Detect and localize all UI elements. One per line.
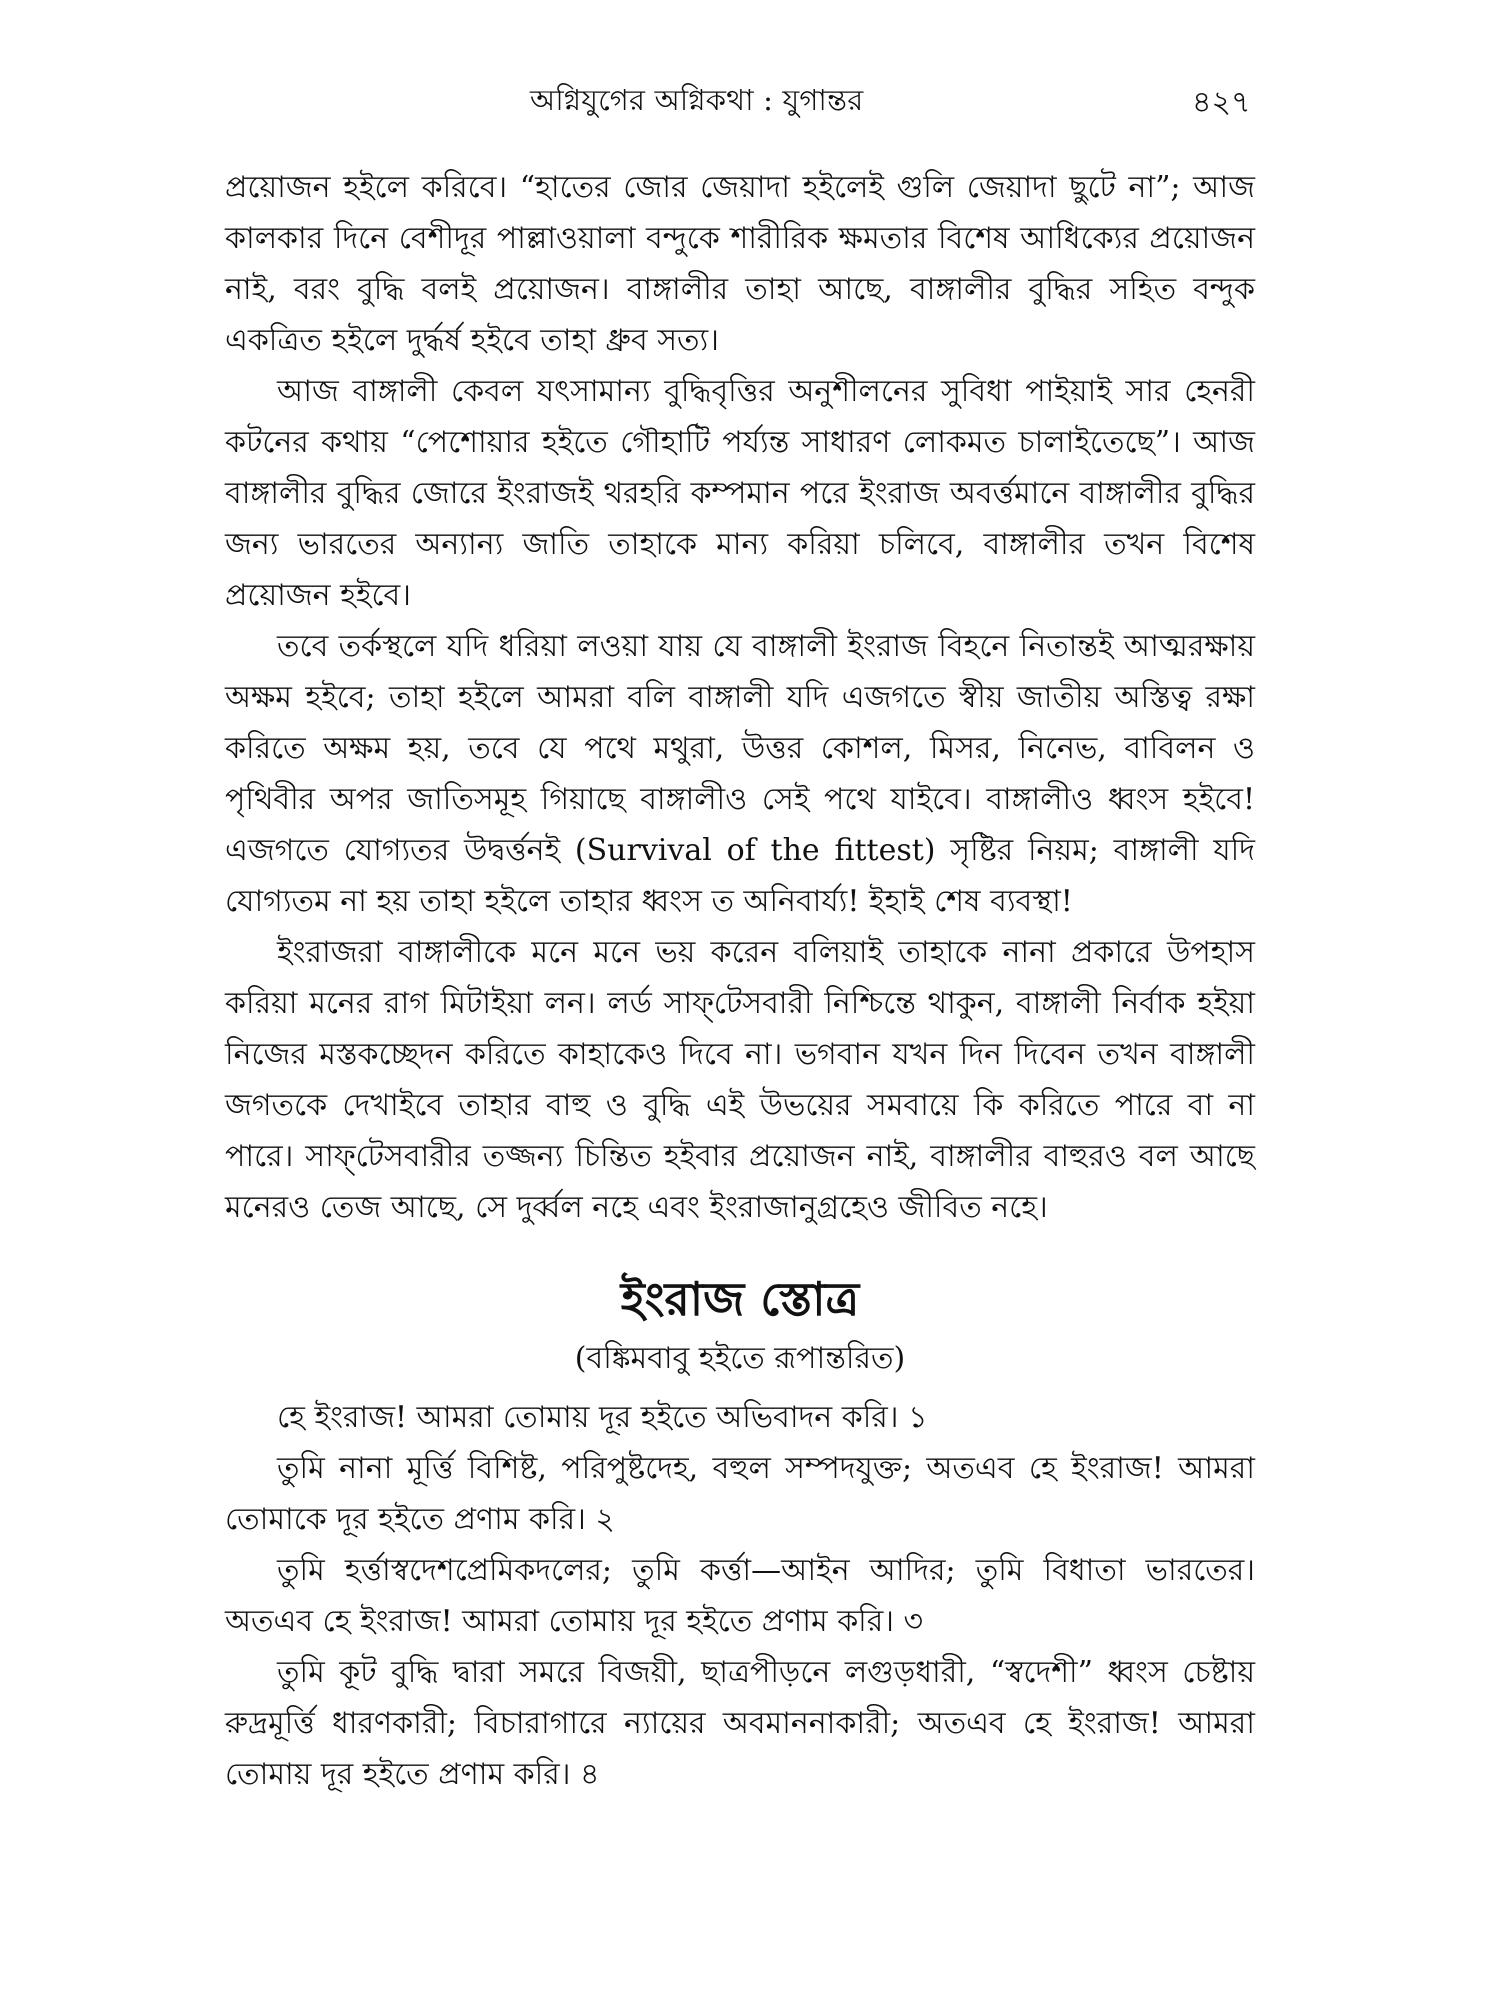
- paragraph-4: ইংরাজরা বাঙ্গালীকে মনে মনে ভয় করেন বলিয়াই তাহাকে নানা প্রকারে উপহাস করিয়া মনের রাগ মিটাইয়া লন। লর্ড সাফ্‌টেসবারী নিশ্চিন্তে থাকুন, বাঙ্গালী নির্বাক হইয়া নিজের মস্তকচ্ছেদন করিতে কাহাকেও দিবে না। ভগবান যখন দিন দিবেন তখন বাঙ্গালী জগতকে দেখাইবে তাহার বাহু ও বুদ্ধি এই উভয়ের সমবায়ে কি করিতে পারে বা না পারে। সাফ্‌টেসবারীর তজ্জন্য চিন্তিত হইবার প্রয়োজন নাই, বাঙ্গালীর বাহুরও বল আছে মনেরও তেজ আছে, সে দুর্ব্বল নহে এবং ইংরাজানুগ্রহেও জীবিত নহে।: [225, 935, 1255, 1225]
- verse-2: তুমি নানা মূর্ত্তি বিশিষ্ট, পরিপুষ্টদেহ, বহুল সম্পদযুক্ত; অতএব হে ইংরাজ! আমরা তোমাকে দূর হইতে প্রণাম করি। ২: [225, 1451, 1255, 1537]
- body-text: [225, 162, 1255, 1800]
- section-subtitle: (বঙ্কিমবাবু হইতে রূপান্তরিত): [574, 1341, 906, 1376]
- running-title: অগ্নিযুগের অগ্নিকথা : যুগান্তর: [530, 83, 864, 117]
- verse-4: তুমি কূট বুদ্ধি দ্বারা সমরে বিজয়ী, ছাত্রপীড়নে লগুড়ধারী, “স্বদেশী” ধ্বংস চেষ্টায় রুদ্রমূর্ত্তি ধারণকারী; বিচারাগারে ন্যায়ের অবমাননাকারী; অতএব হে ইংরাজ! আমরা তোমায় দূর হইতে প্রণাম করি। ৪: [225, 1655, 1255, 1792]
- paragraph-2: আজ বাঙ্গালী কেবল যৎসামান্য বুদ্ধিবৃত্তির অনুশীলনের সুবিধা পাইয়াই সার হেনরী কটনের কথায় “পেশোয়ার হইতে গৌহাটি পর্য্যন্ত সাধারণ লোকমত চালাইতেছে”। আজ বাঙ্গালীর বুদ্ধির জোরে ইংরাজই থরহরি কম্পমান পরে ইংরাজ অবর্ত্তমানে বাঙ্গালীর বুদ্ধির জন্য ভারতের অন্যান্য জাতি তাহাকে মান্য করিয়া চলিবে, বাঙ্গালীর তখন বিশেষ প্রয়োজন হইবে।: [225, 374, 1255, 613]
- verse-1: হে ইংরাজ! আমরা তোমায় দূর হইতে অভিবাদন করি। ১: [277, 1400, 928, 1435]
- paragraph-3: তবে তর্কস্থলে যদি ধরিয়া লওয়া যায় যে বাঙ্গালী ইংরাজ বিহনে নিতান্তই আত্মরক্ষায় অক্ষম হইবে; তাহা হইলে আমরা বলি বাঙ্গালী যদি এজগতে স্বীয় জাতীয় অস্তিত্ব রক্ষা করিতে অক্ষম হয়, তবে যে পথে মথুরা, উত্তর কোশল, মিসর, নিনেভ, বাবিলন ও পৃথিবীর অপর জাতিসমূহ গিয়াছে বাঙ্গালীও সেই পথে যাইবে। বাঙ্গালীও ধ্বংস হইবে! এজগতে যোগ্যতর উদ্বর্ত্তনই (Survival of the fittest) সৃষ্টির নিয়ম; বাঙ্গালী যদি যোগ্যতম না হয় তাহা হইলে তাহার ধ্বংস ত অনিবার্য্য! ইহাই শেষ ব্যবস্থা!: [225, 629, 1255, 919]
- paragraph-1: প্রয়োজন হইলে করিবে। “হাতের জোর জেয়াদা হইলেই গুলি জেয়াদা ছুটে না”; আজ কালকার দিনে বেশীদূর পাল্লাওয়ালা বন্দুকে শারীরিক ক্ষমতার বিশেষ আধিক্যের প্রয়োজন নাই, বরং বুদ্ধি বলই প্রয়োজন। বাঙ্গালীর তাহা আছে, বাঙ্গালীর বুদ্ধির সহিত বন্দুক একত্রিত হইলে দুর্দ্ধর্ষ হইবে তাহা ধ্রুব সত্য।: [225, 170, 1255, 358]
- page-number: ৪২৭: [1192, 85, 1251, 120]
- verse-3: তুমি হর্ত্তাস্বদেশপ্রেমিকদলের; তুমি কর্ত্তা—আইন আদির; তুমি বিধাতা ভারতের। অতএব হে ইংরাজ! আমরা তোমায় দূর হইতে প্রণাম করি। ৩: [225, 1553, 1255, 1639]
- section-title: ইংরাজ স্তোত্র: [620, 1272, 860, 1326]
